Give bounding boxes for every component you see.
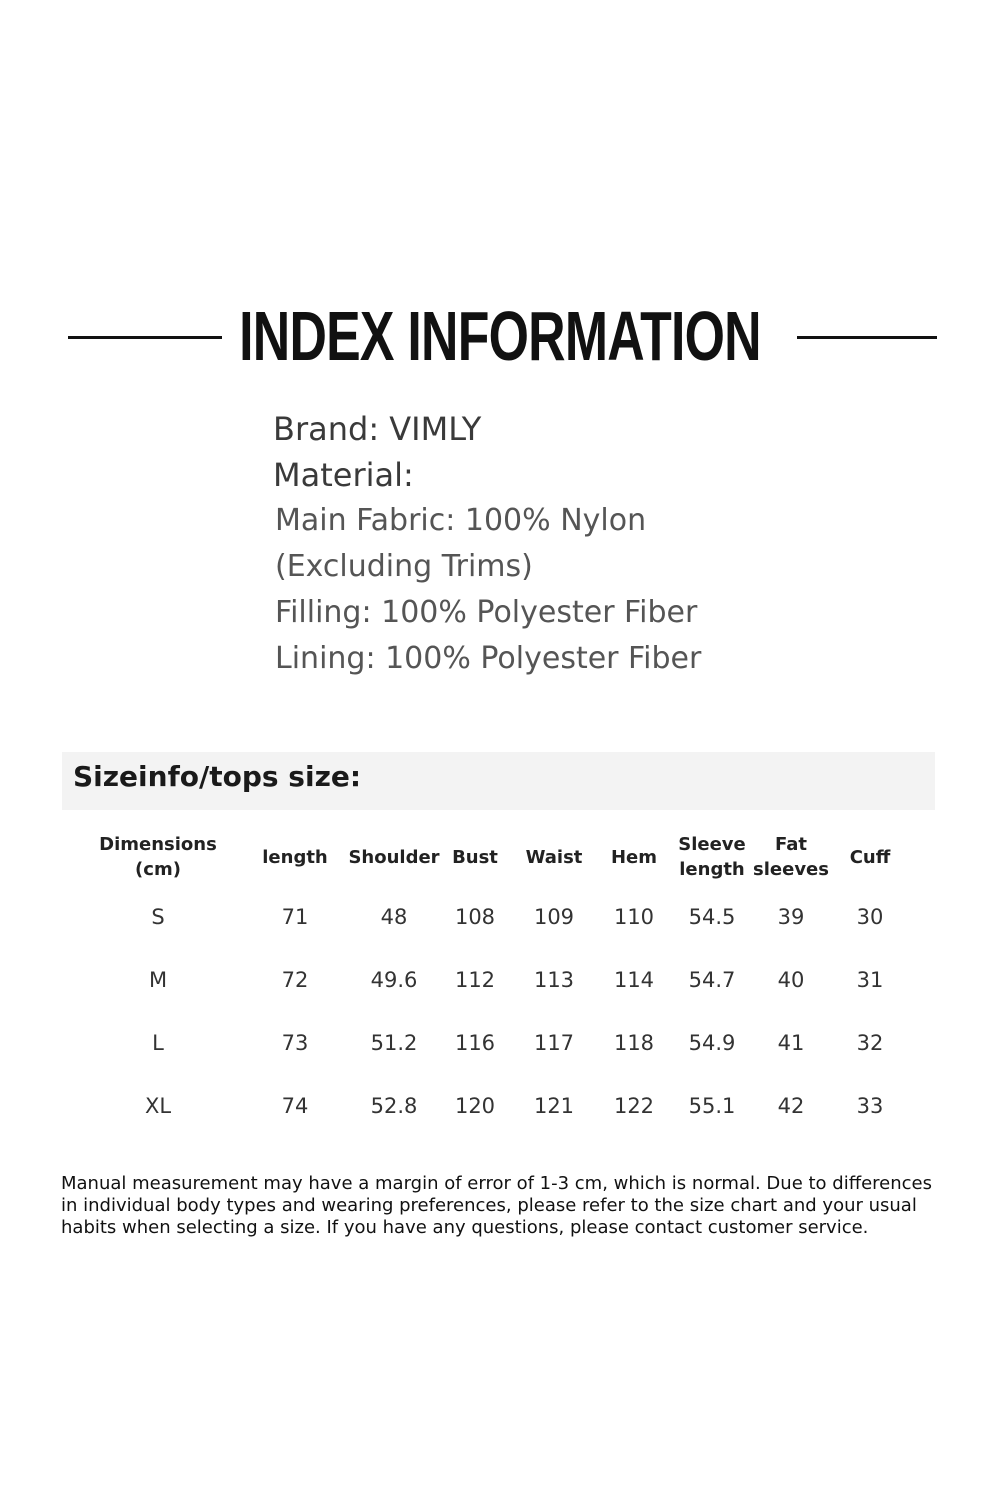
column-header-text: Cuff — [849, 846, 891, 868]
table-cell: 114 — [613, 968, 655, 992]
table-cell: 116 — [454, 1031, 496, 1055]
material-line: Filling: 100% Polyester Fiber — [275, 595, 698, 630]
table-cell: 54.9 — [688, 1031, 736, 1055]
column-header-text: Waist — [525, 846, 583, 868]
table-cell: 110 — [613, 905, 655, 929]
product-info — [273, 406, 701, 682]
column-header-text: Hem — [610, 846, 658, 868]
table-cell: 54.7 — [688, 968, 736, 992]
table-cell: 74 — [281, 1094, 309, 1118]
material-label: Material: — [273, 456, 414, 494]
column-header — [746, 826, 836, 888]
size-heading-band — [62, 752, 935, 810]
table-cell: 31 — [856, 968, 884, 992]
column-header-text: length — [262, 846, 328, 868]
table-cell: 73 — [281, 1031, 309, 1055]
table-cell: 121 — [533, 1094, 575, 1118]
table-cell: 51.2 — [370, 1031, 418, 1055]
table-cell: 41 — [777, 1031, 805, 1055]
table-cell: 118 — [613, 1031, 655, 1055]
table-cell: 120 — [454, 1094, 496, 1118]
column-header-text: (cm) — [135, 859, 181, 880]
column-header — [250, 826, 340, 888]
table-cell: 30 — [856, 905, 884, 929]
column-header — [599, 826, 669, 888]
column-header — [88, 826, 228, 888]
material-line: (Excluding Trims) — [275, 549, 533, 584]
measurement-note: Manual measurement may have a margin of error of 1-3 cm, which is normal. Due to differences in individual body types and wearing preferences, please refer to the size chart and your usual habits when selecting a size. If you have any questions, please contact customer service. — [61, 1173, 933, 1238]
column-header-text: Bust — [452, 846, 498, 868]
size-label-cell: S — [151, 905, 165, 929]
table-cell: 40 — [777, 968, 805, 992]
table-cell: 54.5 — [688, 905, 736, 929]
table-cell: 109 — [533, 905, 575, 929]
table-cell: 71 — [281, 905, 309, 929]
table-cell: 48 — [380, 905, 408, 929]
material-line: Lining: 100% Polyester Fiber — [275, 641, 702, 676]
column-header-text: sleeves — [753, 859, 829, 880]
table-cell: 33 — [856, 1094, 884, 1118]
table-cell: 42 — [777, 1094, 805, 1118]
column-header-text: length — [679, 859, 745, 880]
material-line: Main Fabric: 100% Nylon — [275, 503, 647, 538]
column-header-text: Sleeve — [678, 834, 746, 855]
column-header — [667, 826, 757, 888]
size-label-cell: L — [152, 1031, 164, 1055]
table-cell: 122 — [613, 1094, 655, 1118]
table-cell: 39 — [777, 905, 805, 929]
size-label-cell: XL — [144, 1094, 172, 1118]
page-title: INDEX INFORMATION — [239, 297, 761, 375]
column-header-text: Fat — [775, 834, 807, 855]
size-label-cell: M — [148, 968, 168, 992]
table-cell: 108 — [454, 905, 496, 929]
column-header-text: Dimensions — [99, 834, 217, 855]
table-cell: 32 — [856, 1031, 884, 1055]
table-cell: 49.6 — [370, 968, 418, 992]
table-cell: 112 — [454, 968, 496, 992]
column-header-text: Shoulder — [348, 846, 440, 868]
brand-line: Brand: VIMLY — [273, 410, 482, 448]
table-cell: 52.8 — [370, 1094, 418, 1118]
table-cell: 117 — [533, 1031, 575, 1055]
table-cell: 72 — [281, 968, 309, 992]
column-header — [835, 826, 905, 888]
size-heading: Sizeinfo/tops size: — [73, 760, 362, 793]
column-header — [339, 826, 449, 888]
table-cell: 113 — [533, 968, 575, 992]
column-header — [514, 826, 594, 888]
title-rule-right — [797, 336, 937, 339]
table-cell: 55.1 — [688, 1094, 736, 1118]
column-header — [440, 826, 510, 888]
